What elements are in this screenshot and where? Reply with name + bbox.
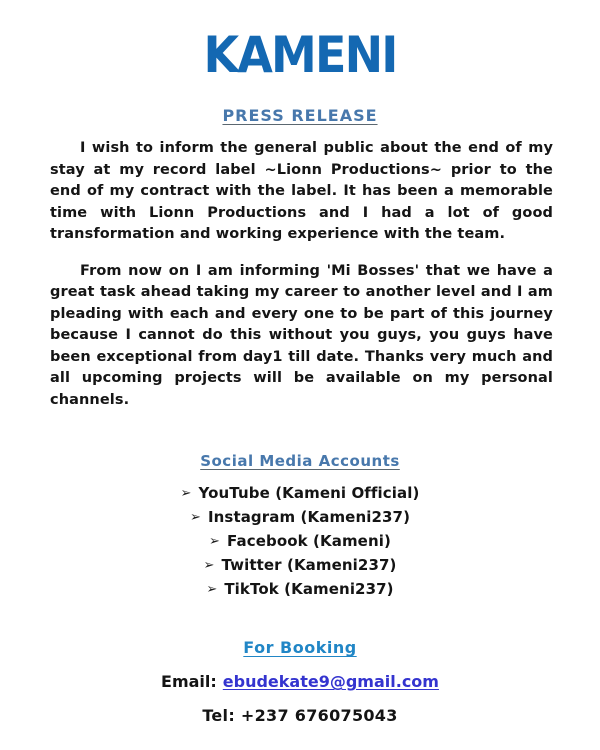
page-title: KAMENI (203, 26, 397, 84)
list-item-label: Facebook (Kameni) (227, 532, 391, 550)
list-item-label: Twitter (Kameni237) (221, 556, 397, 574)
press-release-heading: PRESS RELEASE (222, 106, 378, 125)
arrow-bullet-icon: ➢ (203, 558, 215, 573)
list-item-label: YouTube (Kameni Official) (198, 484, 420, 502)
list-item-label: TikTok (Kameni237) (224, 580, 394, 598)
social-media-heading: Social Media Accounts (200, 452, 400, 470)
arrow-bullet-icon: ➢ (206, 582, 218, 597)
list-item-instagram (0, 506, 600, 530)
paragraph-contract-end: I wish to inform the general public about the end of my stay at my record label ~Lionn Productions~ prior to the end of my contract with the label. It has been a memorable time with Lionn Productions and I had a lot of good transformation and working experience with the team. (50, 140, 553, 242)
phone-number: Tel: +237 676075043 (202, 706, 398, 725)
booking-heading: For Booking (243, 638, 357, 657)
arrow-bullet-icon: ➢ (180, 486, 192, 501)
list-item-twitter (0, 554, 600, 578)
press-release-heading-row (0, 106, 600, 125)
list-item-label: Instagram (Kameni237) (207, 508, 411, 526)
list-item-facebook (0, 530, 600, 554)
email-label: Email: (161, 672, 217, 691)
email-link[interactable]: ebudekate9@gmail.com (222, 672, 439, 691)
list-item-tiktok (0, 578, 600, 602)
arrow-bullet-icon: ➢ (209, 534, 221, 549)
paragraph-fans-message: From now on I am informing 'Mi Bosses' that we have a great task ahead taking my career to another level and I am pleading with each and every one to be part of this journey because I cannot do this without you guys, you guys have been exceptional from day1 till date. Thanks very much and all upcoming projects will be available on my personal channels. (50, 262, 553, 408)
arrow-bullet-icon: ➢ (189, 510, 201, 525)
email-row (0, 672, 600, 691)
booking-heading-row (0, 638, 600, 657)
list-item-youtube (0, 482, 600, 506)
social-media-list (0, 482, 600, 602)
social-media-heading-row (0, 451, 600, 470)
